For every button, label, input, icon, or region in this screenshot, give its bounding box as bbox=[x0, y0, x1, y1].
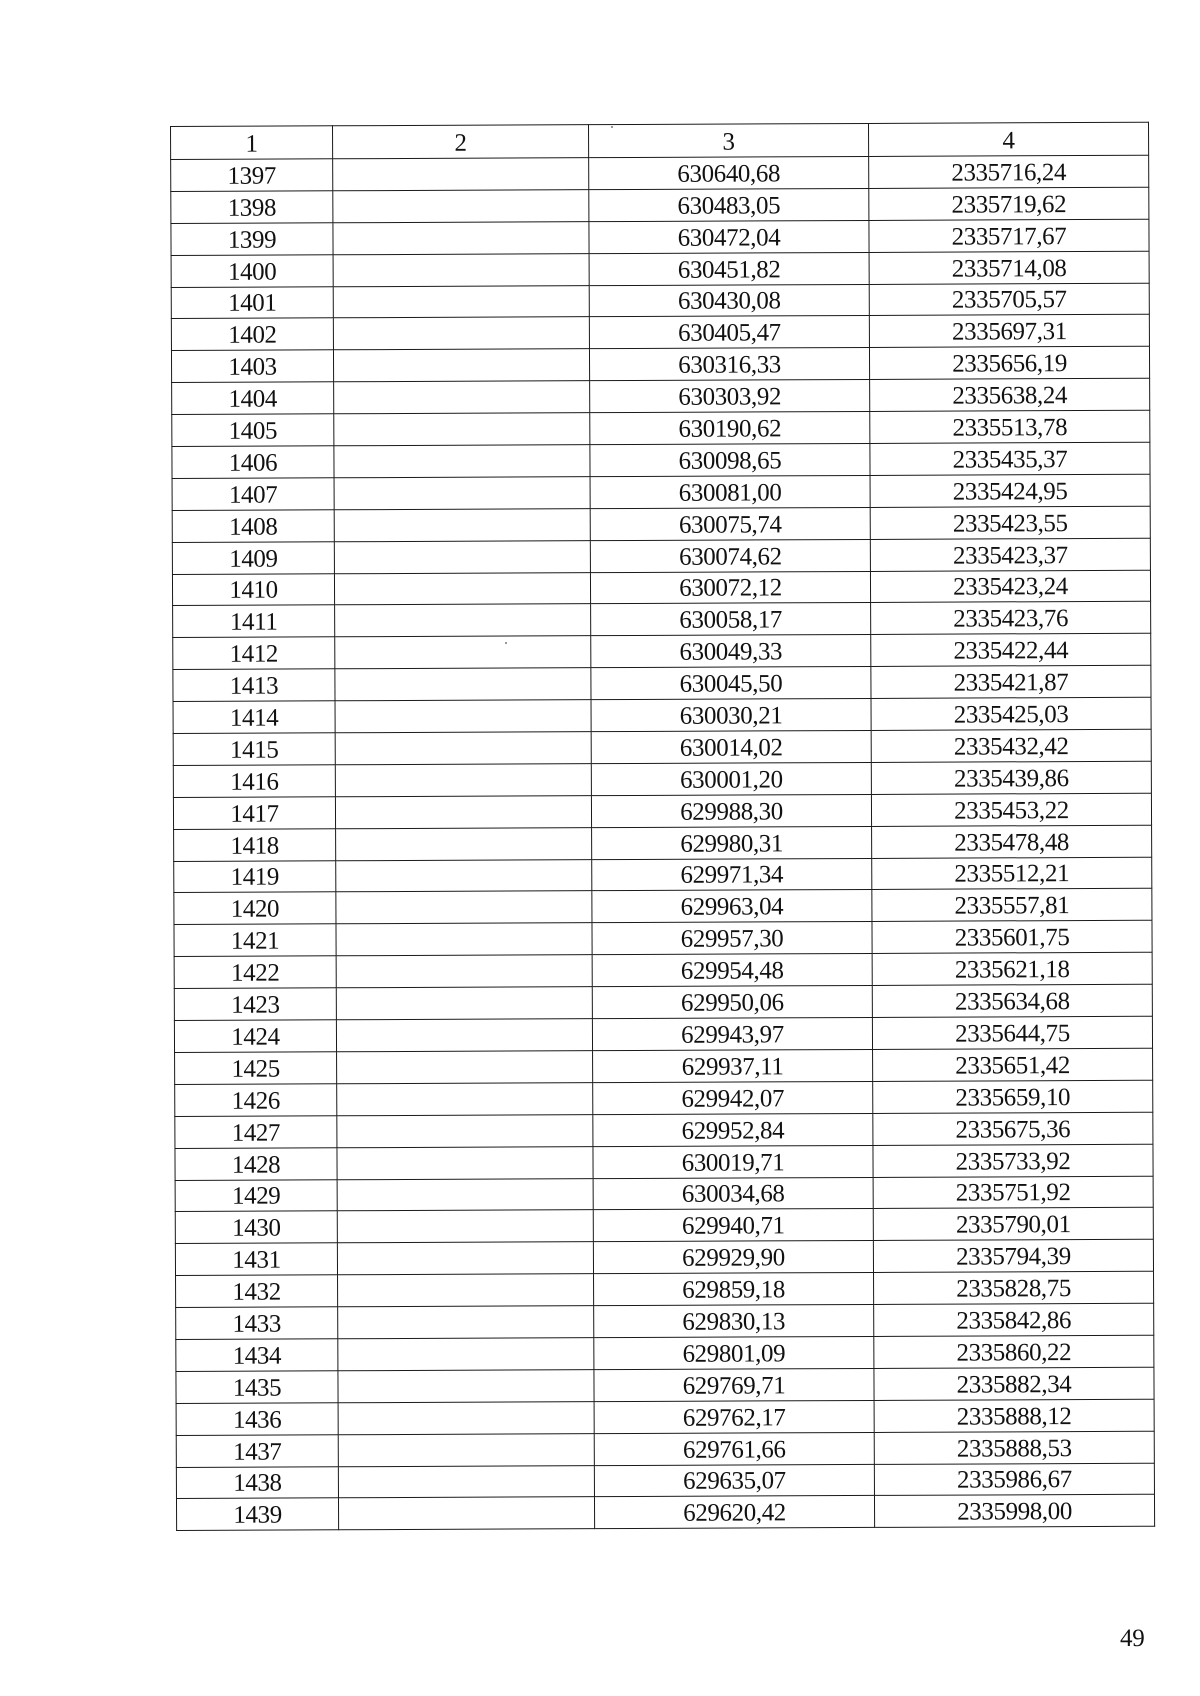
x-coordinate-cell: 630001,20 bbox=[591, 762, 871, 795]
table-row bbox=[173, 697, 1151, 733]
point-number-cell: 1416 bbox=[173, 765, 335, 798]
x-coordinate-cell: 630045,50 bbox=[591, 667, 871, 700]
description-cell bbox=[334, 413, 590, 446]
point-number-cell: 1431 bbox=[175, 1243, 337, 1276]
table-row bbox=[175, 1048, 1153, 1084]
table-row bbox=[172, 538, 1150, 574]
y-coordinate-cell: 2335733,92 bbox=[873, 1144, 1153, 1177]
y-coordinate-cell: 2335423,37 bbox=[870, 538, 1150, 571]
description-cell bbox=[335, 732, 591, 765]
point-number-cell: 1435 bbox=[176, 1371, 338, 1404]
point-number-cell: 1437 bbox=[176, 1434, 338, 1467]
y-coordinate-cell: 2335656,19 bbox=[869, 347, 1149, 380]
x-coordinate-cell: 630058,17 bbox=[591, 603, 871, 636]
x-coordinate-cell: 629940,71 bbox=[593, 1209, 873, 1242]
y-coordinate-cell: 2335439,86 bbox=[871, 761, 1151, 794]
point-number-cell: 1432 bbox=[176, 1275, 338, 1308]
point-number-cell: 1406 bbox=[172, 446, 334, 479]
x-coordinate-cell: 629963,04 bbox=[592, 890, 872, 923]
y-coordinate-cell: 2335842,86 bbox=[874, 1303, 1154, 1336]
table-row bbox=[176, 1463, 1154, 1499]
table-row bbox=[172, 378, 1150, 414]
table-row bbox=[175, 1144, 1153, 1180]
y-coordinate-cell: 2335513,78 bbox=[870, 410, 1150, 443]
x-coordinate-cell: 630075,74 bbox=[590, 507, 870, 540]
point-number-cell: 1436 bbox=[176, 1403, 338, 1436]
y-coordinate-cell: 2335423,76 bbox=[871, 602, 1151, 635]
description-cell bbox=[338, 1306, 594, 1339]
point-number-cell: 1410 bbox=[172, 573, 334, 606]
table-row bbox=[173, 793, 1151, 829]
table-row bbox=[171, 315, 1149, 351]
table-row bbox=[171, 347, 1149, 383]
description-cell bbox=[338, 1401, 594, 1434]
y-coordinate-cell: 2335888,53 bbox=[874, 1431, 1154, 1464]
table-body bbox=[171, 155, 1155, 1531]
point-number-cell: 1411 bbox=[173, 605, 335, 638]
x-coordinate-cell: 629830,13 bbox=[594, 1305, 874, 1338]
header-row bbox=[171, 122, 1149, 159]
y-coordinate-cell: 2335601,75 bbox=[872, 921, 1152, 954]
description-cell bbox=[333, 285, 589, 318]
description-cell bbox=[338, 1338, 594, 1371]
y-coordinate-cell: 2335634,68 bbox=[872, 984, 1152, 1017]
table-row bbox=[171, 187, 1149, 223]
description-cell bbox=[334, 572, 590, 605]
x-coordinate-cell: 630098,65 bbox=[590, 443, 870, 476]
x-coordinate-cell: 629937,11 bbox=[593, 1049, 873, 1082]
table-row bbox=[172, 474, 1150, 510]
y-coordinate-cell: 2335644,75 bbox=[872, 1016, 1152, 1049]
x-coordinate-cell: 629954,48 bbox=[592, 954, 872, 987]
point-number-cell: 1403 bbox=[171, 350, 333, 383]
y-coordinate-cell: 2335424,95 bbox=[870, 474, 1150, 507]
point-number-cell: 1434 bbox=[176, 1339, 338, 1372]
point-number-cell: 1424 bbox=[174, 1020, 336, 1053]
y-coordinate-cell: 2335828,75 bbox=[874, 1271, 1154, 1304]
description-cell bbox=[333, 317, 589, 350]
point-number-cell: 1413 bbox=[173, 669, 335, 702]
x-coordinate-cell: 629762,17 bbox=[594, 1400, 874, 1433]
x-coordinate-cell: 630640,68 bbox=[589, 156, 869, 189]
point-number-cell: 1407 bbox=[172, 478, 334, 511]
y-coordinate-cell: 2335714,08 bbox=[869, 251, 1149, 284]
description-cell bbox=[335, 636, 591, 669]
description-cell bbox=[337, 1051, 593, 1084]
table-row bbox=[173, 602, 1151, 638]
table-row bbox=[174, 889, 1152, 925]
y-coordinate-cell: 2335425,03 bbox=[871, 697, 1151, 730]
description-cell bbox=[336, 955, 592, 988]
point-number-cell: 1430 bbox=[175, 1211, 337, 1244]
table-row bbox=[176, 1271, 1154, 1307]
table-row bbox=[171, 251, 1149, 287]
description-cell bbox=[335, 700, 591, 733]
point-number-cell: 1404 bbox=[172, 382, 334, 415]
table-row bbox=[173, 634, 1151, 670]
y-coordinate-cell: 2335422,44 bbox=[871, 634, 1151, 667]
description-cell bbox=[334, 445, 590, 478]
x-coordinate-cell: 630472,04 bbox=[589, 220, 869, 253]
x-coordinate-cell: 630190,62 bbox=[590, 412, 870, 445]
description-cell bbox=[336, 827, 592, 860]
x-coordinate-cell: 630303,92 bbox=[590, 380, 870, 413]
description-cell bbox=[337, 1178, 593, 1211]
description-cell bbox=[336, 1019, 592, 1052]
point-number-cell: 1422 bbox=[174, 956, 336, 989]
point-number-cell: 1429 bbox=[175, 1179, 337, 1212]
y-coordinate-cell: 2335421,87 bbox=[871, 665, 1151, 698]
table-row bbox=[171, 155, 1149, 191]
y-coordinate-cell: 2335790,01 bbox=[873, 1208, 1153, 1241]
description-cell bbox=[337, 1146, 593, 1179]
description-cell bbox=[336, 923, 592, 956]
point-number-cell: 1418 bbox=[174, 828, 336, 861]
x-coordinate-cell: 630405,47 bbox=[589, 316, 869, 349]
table-row bbox=[176, 1495, 1154, 1531]
point-number-cell: 1427 bbox=[175, 1116, 337, 1149]
table-row bbox=[172, 570, 1150, 606]
y-coordinate-cell: 2335435,37 bbox=[870, 442, 1150, 475]
description-cell bbox=[334, 477, 590, 510]
table-row bbox=[171, 283, 1149, 319]
description-cell bbox=[338, 1497, 594, 1530]
y-coordinate-cell: 2335705,57 bbox=[869, 283, 1149, 316]
y-coordinate-cell: 2335512,21 bbox=[872, 857, 1152, 890]
description-cell bbox=[337, 1242, 593, 1275]
x-coordinate-cell: 629929,90 bbox=[593, 1241, 873, 1274]
point-number-cell: 1412 bbox=[173, 637, 335, 670]
table-row bbox=[173, 665, 1151, 701]
table-row bbox=[174, 825, 1152, 861]
description-cell bbox=[334, 540, 590, 573]
table-row bbox=[174, 857, 1152, 893]
x-coordinate-cell: 630034,68 bbox=[593, 1177, 873, 1210]
y-coordinate-cell: 2335453,22 bbox=[871, 793, 1151, 826]
x-coordinate-cell: 629942,07 bbox=[593, 1081, 873, 1114]
table-row bbox=[171, 219, 1149, 255]
y-coordinate-cell: 2335675,36 bbox=[873, 1112, 1153, 1145]
x-coordinate-cell: 630072,12 bbox=[590, 571, 870, 604]
column-header: 2 bbox=[333, 125, 589, 159]
y-coordinate-cell: 2335717,67 bbox=[869, 219, 1149, 252]
column-header: 3 bbox=[588, 123, 868, 157]
point-number-cell: 1421 bbox=[174, 924, 336, 957]
x-coordinate-cell: 629952,84 bbox=[593, 1113, 873, 1146]
point-number-cell: 1397 bbox=[171, 159, 333, 192]
point-number-cell: 1414 bbox=[173, 701, 335, 734]
table-row bbox=[174, 984, 1152, 1020]
table-row bbox=[176, 1431, 1154, 1467]
table-row bbox=[172, 506, 1150, 542]
x-coordinate-cell: 630030,21 bbox=[591, 699, 871, 732]
x-coordinate-cell: 630049,33 bbox=[591, 635, 871, 668]
x-coordinate-cell: 629943,97 bbox=[592, 1017, 872, 1050]
y-coordinate-cell: 2335659,10 bbox=[873, 1080, 1153, 1113]
point-number-cell: 1401 bbox=[171, 286, 333, 319]
point-number-cell: 1409 bbox=[172, 541, 334, 574]
description-cell bbox=[333, 349, 589, 382]
table-row bbox=[175, 1112, 1153, 1148]
x-coordinate-cell: 630019,71 bbox=[593, 1145, 873, 1178]
description-cell bbox=[338, 1370, 594, 1403]
table-header bbox=[171, 122, 1149, 159]
point-number-cell: 1428 bbox=[175, 1147, 337, 1180]
point-number-cell: 1423 bbox=[174, 988, 336, 1021]
x-coordinate-cell: 630014,02 bbox=[591, 730, 871, 763]
y-coordinate-cell: 2335716,24 bbox=[869, 155, 1149, 188]
y-coordinate-cell: 2335751,92 bbox=[873, 1176, 1153, 1209]
point-number-cell: 1433 bbox=[176, 1307, 338, 1340]
description-cell bbox=[335, 795, 591, 828]
description-cell bbox=[333, 221, 589, 254]
table-row bbox=[176, 1367, 1154, 1403]
point-number-cell: 1420 bbox=[174, 892, 336, 925]
x-coordinate-cell: 630316,33 bbox=[589, 348, 869, 381]
y-coordinate-cell: 2335998,00 bbox=[874, 1495, 1154, 1528]
x-coordinate-cell: 629980,31 bbox=[592, 826, 872, 859]
x-coordinate-cell: 629950,06 bbox=[592, 986, 872, 1019]
point-number-cell: 1426 bbox=[175, 1084, 337, 1117]
x-coordinate-cell: 629761,66 bbox=[594, 1432, 874, 1465]
table-row bbox=[174, 1016, 1152, 1052]
table-row bbox=[176, 1303, 1154, 1339]
point-number-cell: 1415 bbox=[173, 733, 335, 766]
point-number-cell: 1417 bbox=[173, 797, 335, 830]
point-number-cell: 1400 bbox=[171, 254, 333, 287]
table-row bbox=[173, 761, 1151, 797]
x-coordinate-cell: 629620,42 bbox=[594, 1496, 874, 1529]
y-coordinate-cell: 2335888,12 bbox=[874, 1399, 1154, 1432]
point-number-cell: 1439 bbox=[176, 1498, 338, 1531]
table-row bbox=[175, 1176, 1153, 1212]
column-header: 4 bbox=[868, 122, 1148, 156]
description-cell bbox=[334, 508, 590, 541]
y-coordinate-cell: 2335882,34 bbox=[874, 1367, 1154, 1400]
x-coordinate-cell: 630430,08 bbox=[589, 284, 869, 317]
description-cell bbox=[334, 381, 590, 414]
point-number-cell: 1438 bbox=[176, 1466, 338, 1499]
table-row bbox=[174, 921, 1152, 957]
x-coordinate-cell: 630074,62 bbox=[590, 539, 870, 572]
y-coordinate-cell: 2335794,39 bbox=[873, 1240, 1153, 1273]
description-cell bbox=[335, 764, 591, 797]
table-row bbox=[174, 952, 1152, 988]
x-coordinate-cell: 629635,07 bbox=[594, 1464, 874, 1497]
description-cell bbox=[338, 1274, 594, 1307]
y-coordinate-cell: 2335719,62 bbox=[869, 187, 1149, 220]
y-coordinate-cell: 2335478,48 bbox=[872, 825, 1152, 858]
y-coordinate-cell: 2335697,31 bbox=[869, 315, 1149, 348]
column-header: 1 bbox=[171, 126, 333, 160]
table-row bbox=[176, 1335, 1154, 1371]
y-coordinate-cell: 2335986,67 bbox=[874, 1463, 1154, 1496]
x-coordinate-cell: 630081,00 bbox=[590, 475, 870, 508]
table-row bbox=[173, 729, 1151, 765]
description-cell bbox=[333, 253, 589, 286]
y-coordinate-cell: 2335638,24 bbox=[870, 378, 1150, 411]
point-number-cell: 1405 bbox=[172, 414, 334, 447]
y-coordinate-cell: 2335432,42 bbox=[871, 729, 1151, 762]
description-cell bbox=[333, 190, 589, 223]
description-cell bbox=[337, 1210, 593, 1243]
point-number-cell: 1419 bbox=[174, 860, 336, 893]
x-coordinate-cell: 629859,18 bbox=[594, 1273, 874, 1306]
description-cell bbox=[338, 1465, 594, 1498]
description-cell bbox=[333, 158, 589, 191]
description-cell bbox=[336, 859, 592, 892]
table-row bbox=[175, 1080, 1153, 1116]
table-row bbox=[172, 410, 1150, 446]
y-coordinate-cell: 2335651,42 bbox=[873, 1048, 1153, 1081]
point-number-cell: 1408 bbox=[172, 510, 334, 543]
description-cell bbox=[336, 891, 592, 924]
x-coordinate-cell: 630451,82 bbox=[589, 252, 869, 285]
x-coordinate-cell: 629971,34 bbox=[592, 858, 872, 891]
y-coordinate-cell: 2335860,22 bbox=[874, 1335, 1154, 1368]
description-cell bbox=[338, 1433, 594, 1466]
point-number-cell: 1402 bbox=[171, 318, 333, 351]
x-coordinate-cell: 629988,30 bbox=[591, 794, 871, 827]
description-cell bbox=[337, 1114, 593, 1147]
table-row bbox=[172, 442, 1150, 478]
description-cell bbox=[335, 668, 591, 701]
x-coordinate-cell: 629769,71 bbox=[594, 1368, 874, 1401]
page-number: 49 bbox=[1120, 1625, 1145, 1652]
y-coordinate-cell: 2335621,18 bbox=[872, 952, 1152, 985]
point-number-cell: 1425 bbox=[175, 1052, 337, 1085]
x-coordinate-cell: 630483,05 bbox=[589, 188, 869, 221]
coordinates-table bbox=[170, 122, 1155, 1532]
description-cell bbox=[335, 604, 591, 637]
y-coordinate-cell: 2335557,81 bbox=[872, 889, 1152, 922]
table-row bbox=[175, 1240, 1153, 1276]
table-row bbox=[176, 1399, 1154, 1435]
point-number-cell: 1399 bbox=[171, 223, 333, 256]
x-coordinate-cell: 629957,30 bbox=[592, 922, 872, 955]
table-row bbox=[175, 1208, 1153, 1244]
description-cell bbox=[337, 1082, 593, 1115]
point-number-cell: 1398 bbox=[171, 191, 333, 224]
x-coordinate-cell: 629801,09 bbox=[594, 1336, 874, 1369]
y-coordinate-cell: 2335423,24 bbox=[870, 570, 1150, 603]
y-coordinate-cell: 2335423,55 bbox=[870, 506, 1150, 539]
description-cell bbox=[336, 987, 592, 1020]
